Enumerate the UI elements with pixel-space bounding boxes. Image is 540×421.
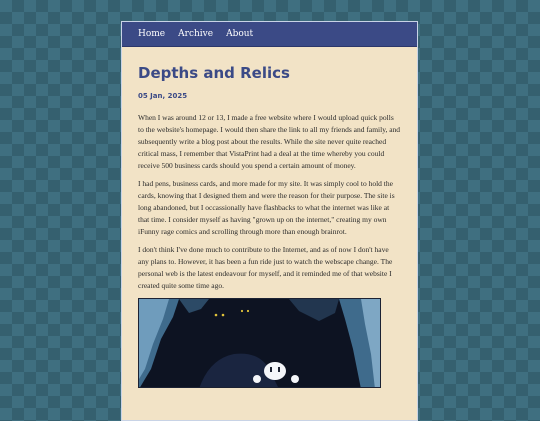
post-content	[122, 47, 417, 388]
post-date: 05 Jan, 2025	[138, 92, 188, 100]
top-nav	[122, 22, 417, 47]
post-paragraph-1: When I was around 12 or 13, I made a free website where I would upload quick polls to the website's homepage. I would then share the link to all my friends and family, and subsequently write a blog post about the results. While the site never quite reached critical mass, I remember that VistaPrint had a deal at the time whereby you could receive 500 business cards should you spend a certain amount of money.	[138, 113, 401, 170]
post-paragraph-2: I had pens, business cards, and more made for my site. It was simply cool to hold the cards, knowing that I designed them and were the reason for their purpose. The site is long abandoned, but I occassionally have flashbacks to what the internet was like at that time. I consider myself as having "grown up on the internet," creating my own iFunny rage comics and scrolling through more than enough brainrot.	[138, 179, 395, 236]
post-illustration	[138, 298, 381, 388]
post-paragraph-3: I don't think I've done much to contribute to the Internet, and as of now I don't have any plans to. However, it has been a fun ride just to watch the webscape change. The personal web is the latest endeavour for myself, and it reminded me of that website I created quite some time ago.	[138, 245, 393, 290]
post-title: Depths and Relics	[138, 64, 290, 82]
nav-link-archive[interactable]: Archive	[178, 29, 214, 39]
cave-illustration-image	[139, 299, 381, 388]
nav-link-home[interactable]: Home	[138, 29, 166, 39]
page-container	[121, 21, 418, 421]
nav-link-about[interactable]: About	[226, 29, 254, 39]
